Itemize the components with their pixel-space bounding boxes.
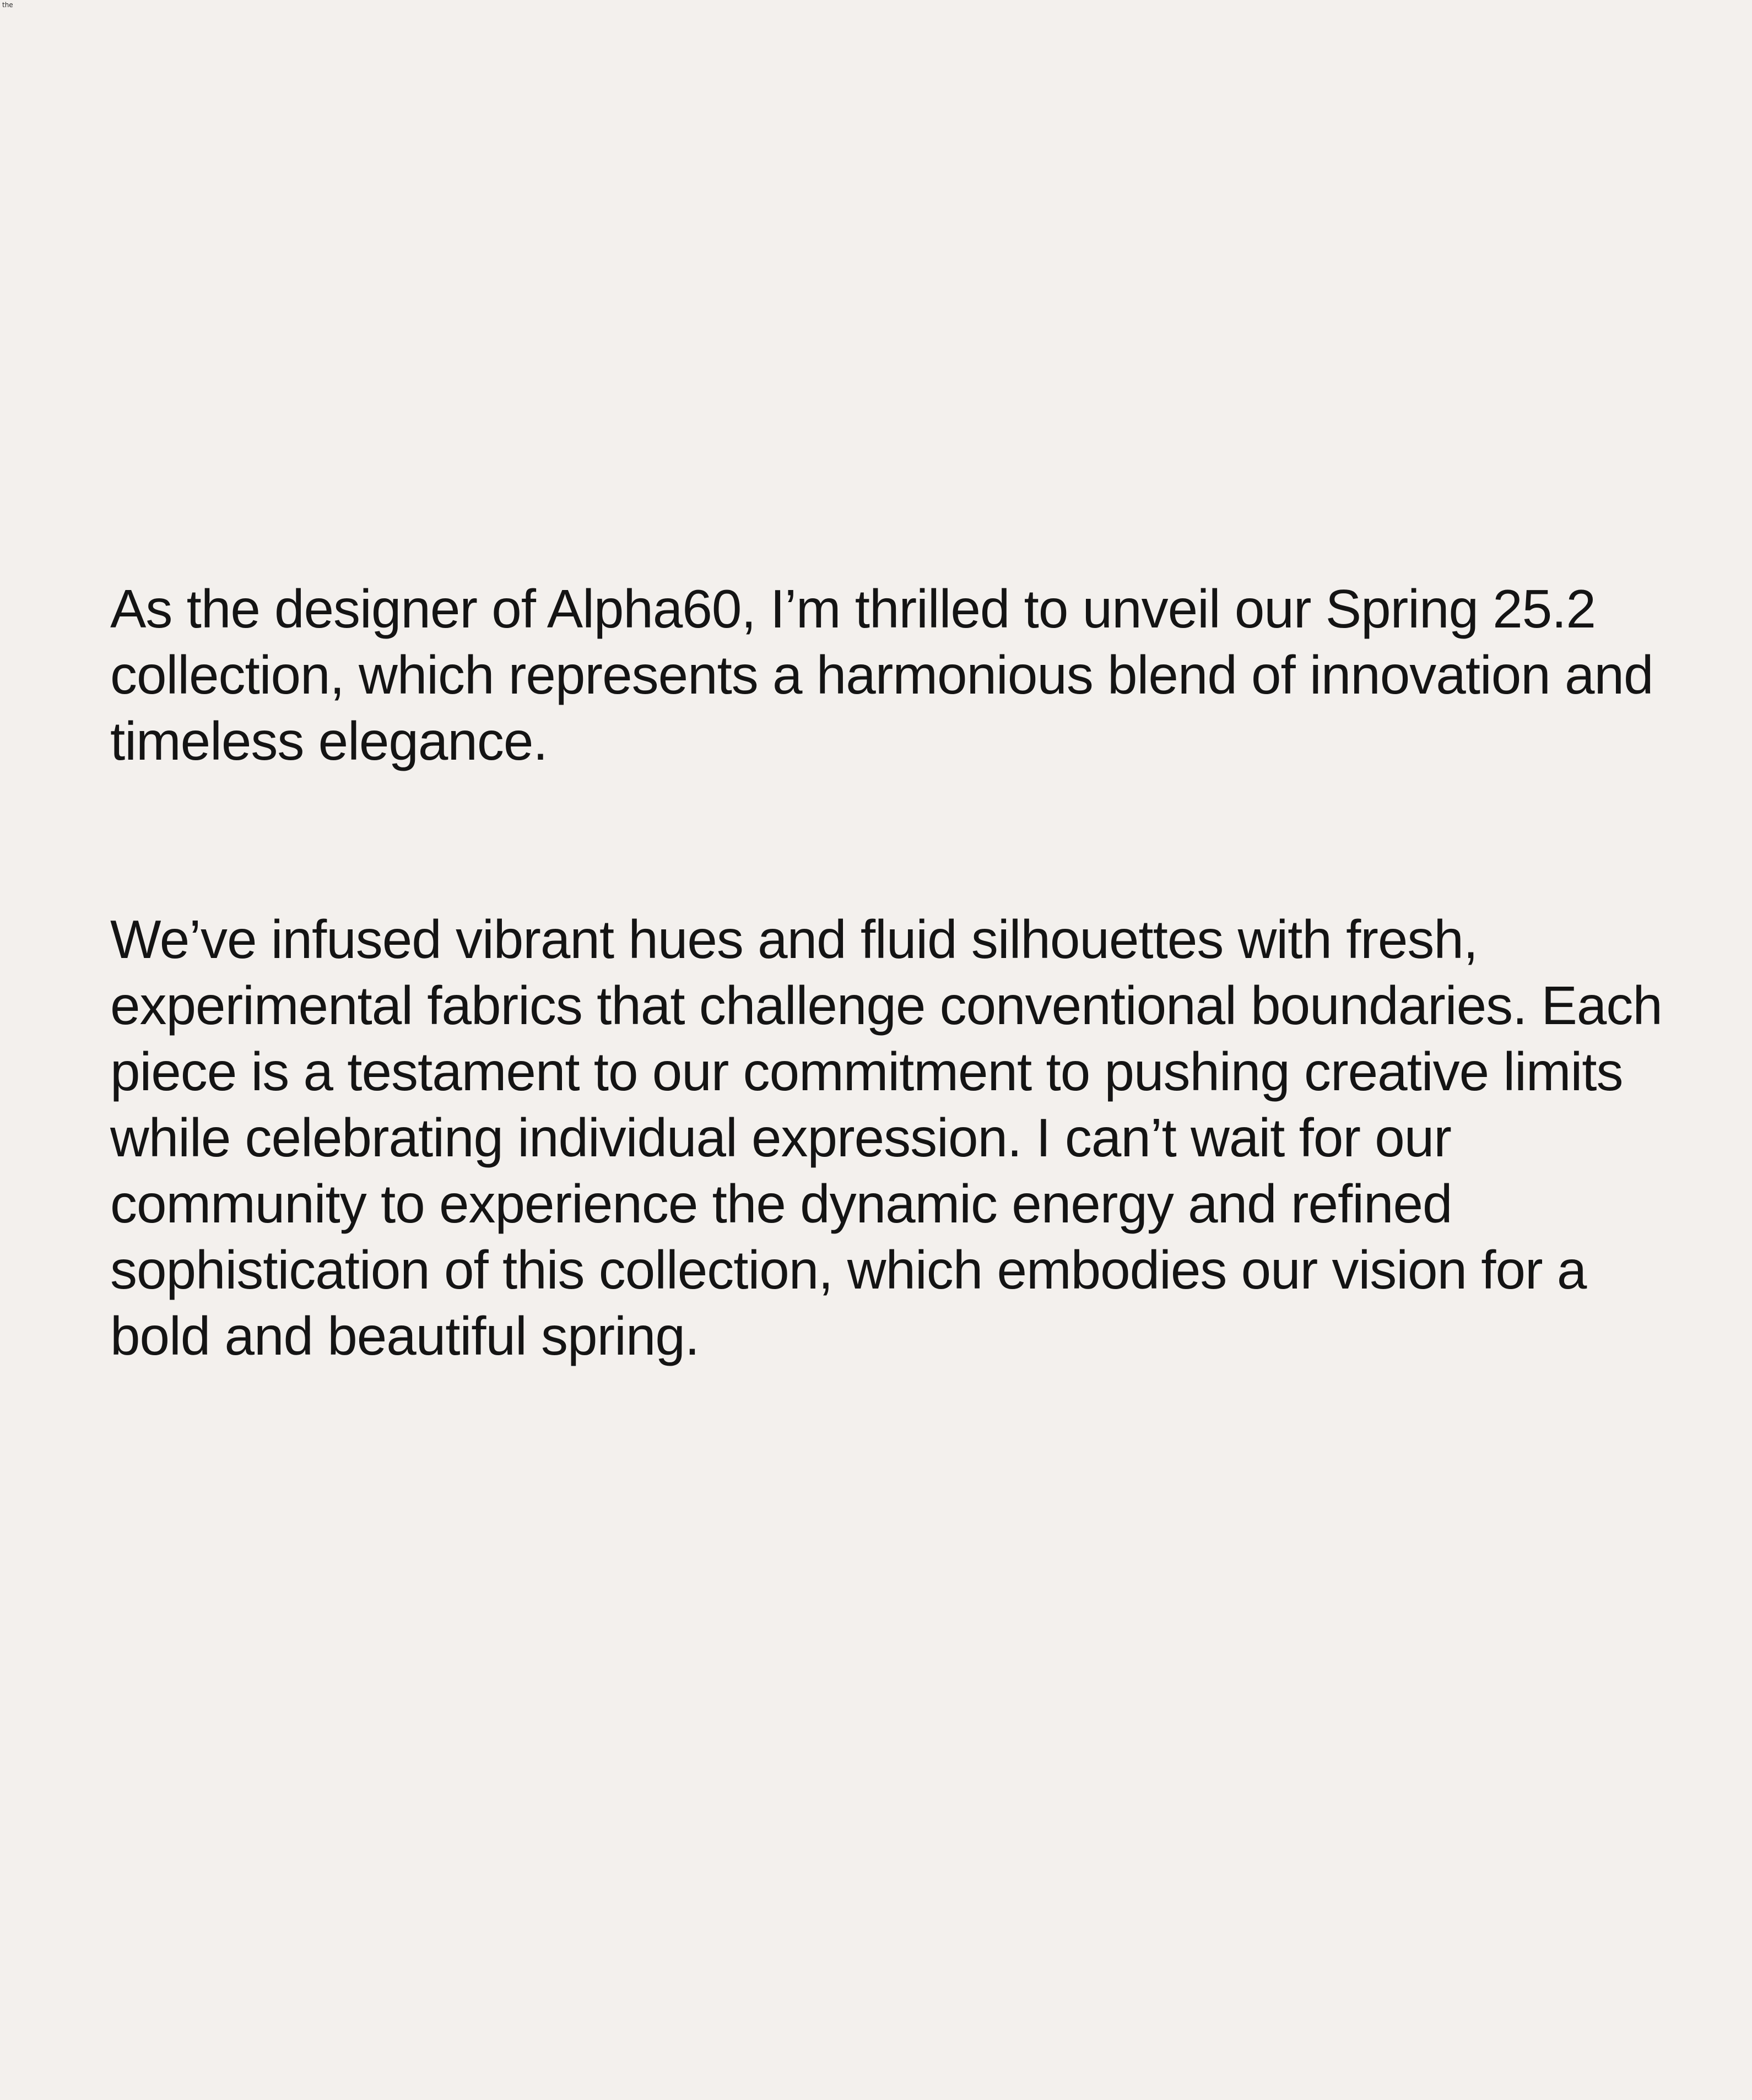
- collection-description-paragraph: We’ve infused vibrant hues and fluid silhouettes with fresh, experimental fabrics that challenge conventional boundaries. Each piece is a testament to our commitment to pushing creative limits while celebrating individual expression. I can’t wait for our community to experience the dynamic energy and refined sophistication of this collection, which embodies our vision for a bold and beautiful spring.: [110, 909, 1662, 1366]
- corner-text: the: [2, 1, 13, 9]
- intro-paragraph: As the designer of Alpha60, I’m thrilled to unveil our Spring 25.2 collection, which represents a harmonious blend of innovation and timeless elegance.: [110, 578, 1653, 771]
- designer-statement: [110, 576, 1664, 1369]
